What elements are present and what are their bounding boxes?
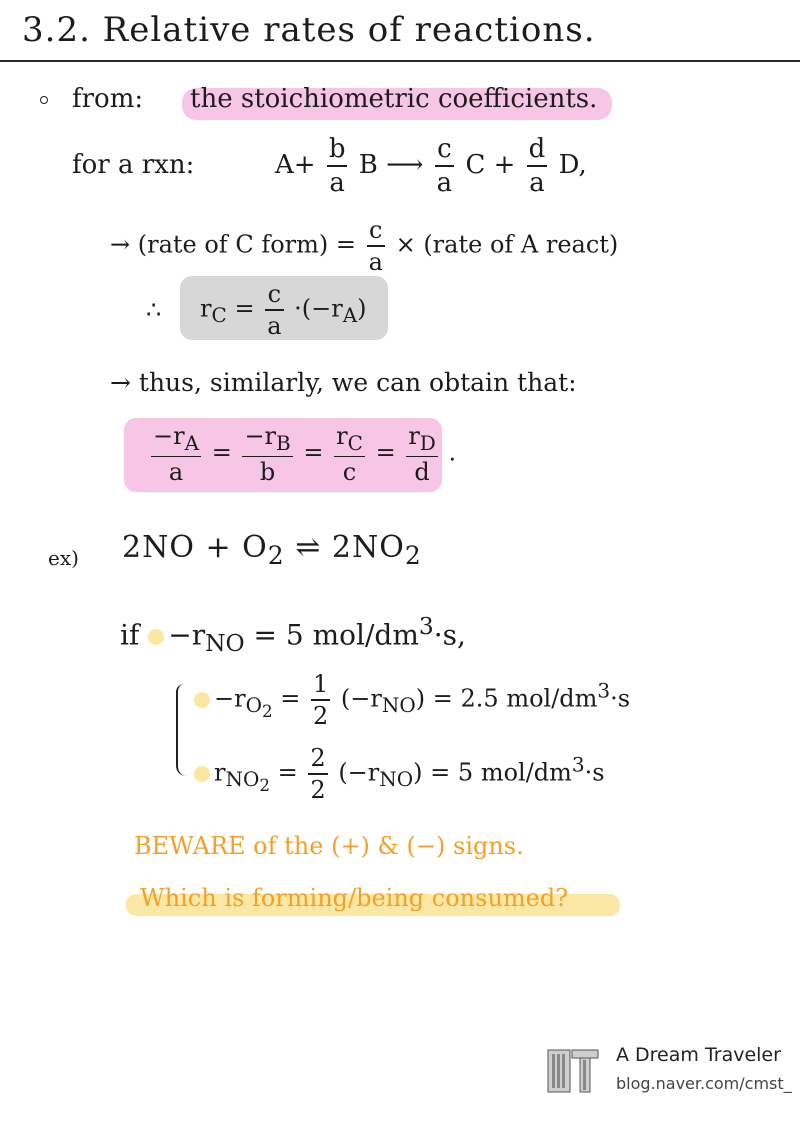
brace: [176, 684, 186, 776]
species-c: C +: [465, 149, 516, 180]
o2-rate-line: $-r_{O_2}$ = $\frac{1}{2}$ $(-r_{NO}) = 2.5$ mol/$dm^3\cdot s$: [194, 672, 630, 728]
no2-rate-line: $r_{NO_2}$ = $\frac{2}{2}$ $(-r_{NO}) = 5$ mol/$dm^3\cdot s$: [194, 746, 605, 802]
bullet-point: [40, 96, 48, 104]
general-reaction-equation: [275, 136, 587, 196]
fraction-one-half: $\frac{1}{2}$: [313, 670, 329, 730]
fraction-c-over-a: $\frac{c}{a}$: [436, 134, 453, 198]
ratio-term-a: $\frac{-r_A}{a}$: [153, 422, 200, 487]
yellow-dot: [194, 766, 210, 782]
dt-logo-icon: [546, 1046, 600, 1096]
ratio-term-b: $\frac{-r_B}{b}$: [244, 422, 291, 487]
yellow-dot: [148, 629, 164, 645]
logo-name: A Dream Traveler: [616, 1044, 781, 1066]
ratio-term-d: $\frac{r_D}{d}$: [408, 422, 436, 487]
example-label: ex): [48, 546, 79, 570]
species-b: B: [358, 149, 378, 180]
species-d: D,: [558, 149, 587, 180]
page-title: 3.2. Relative rates of reactions.: [22, 10, 596, 50]
question-note: Which is forming/being consumed?: [140, 884, 569, 912]
rxn-label: for a rxn:: [72, 150, 195, 180]
logo-url: blog.naver.com/cmst_: [616, 1074, 792, 1093]
beware-note: BEWARE of the (+) & (−) signs.: [134, 832, 524, 860]
rate-relation-line: → (rate of C form) = $\frac{c}{a}$ × (rate of A react): [110, 216, 619, 276]
equilibrium-arrow: ⇌: [295, 530, 322, 565]
from-label: from:: [72, 84, 144, 114]
fraction-c-over-a: $\frac{c}{a}$: [368, 216, 383, 276]
fraction-d-over-a: $\frac{d}{a}$: [528, 134, 546, 198]
example-reaction: $2NO + O_2$ ⇌ $2NO_2$: [122, 530, 422, 570]
therefore-symbol: ∴: [146, 296, 162, 324]
ratio-term-c: $\frac{r_C}{c}$: [336, 422, 363, 487]
rc-equation: $r_C$ = $\frac{c}{a}$ $\cdot(-r_A)$: [200, 280, 367, 340]
from-value: the stoichiometric coefficients.: [190, 84, 598, 114]
reaction-arrow: ⟶: [386, 149, 424, 180]
title-underline: [0, 60, 800, 62]
fraction-b-over-a: $\frac{b}{a}$: [328, 134, 346, 198]
given-rate-line: if $-r_{NO} = 5$ mol/$dm^3\cdot s$,: [120, 612, 466, 657]
yellow-dot: [194, 692, 210, 708]
thus-statement: → thus, similarly, we can obtain that:: [110, 368, 577, 397]
species-a: A+: [275, 149, 316, 180]
fraction-c-over-a: $\frac{c}{a}$: [267, 280, 282, 340]
fraction-two-halves: $\frac{2}{2}$: [310, 744, 326, 804]
rate-ratio-equation: $\frac{-r_A}{a}$ = $\frac{-r_B}{b}$ = $\frac{r_C}{c}$ = $\frac{r_D}{d}$ .: [153, 422, 457, 487]
